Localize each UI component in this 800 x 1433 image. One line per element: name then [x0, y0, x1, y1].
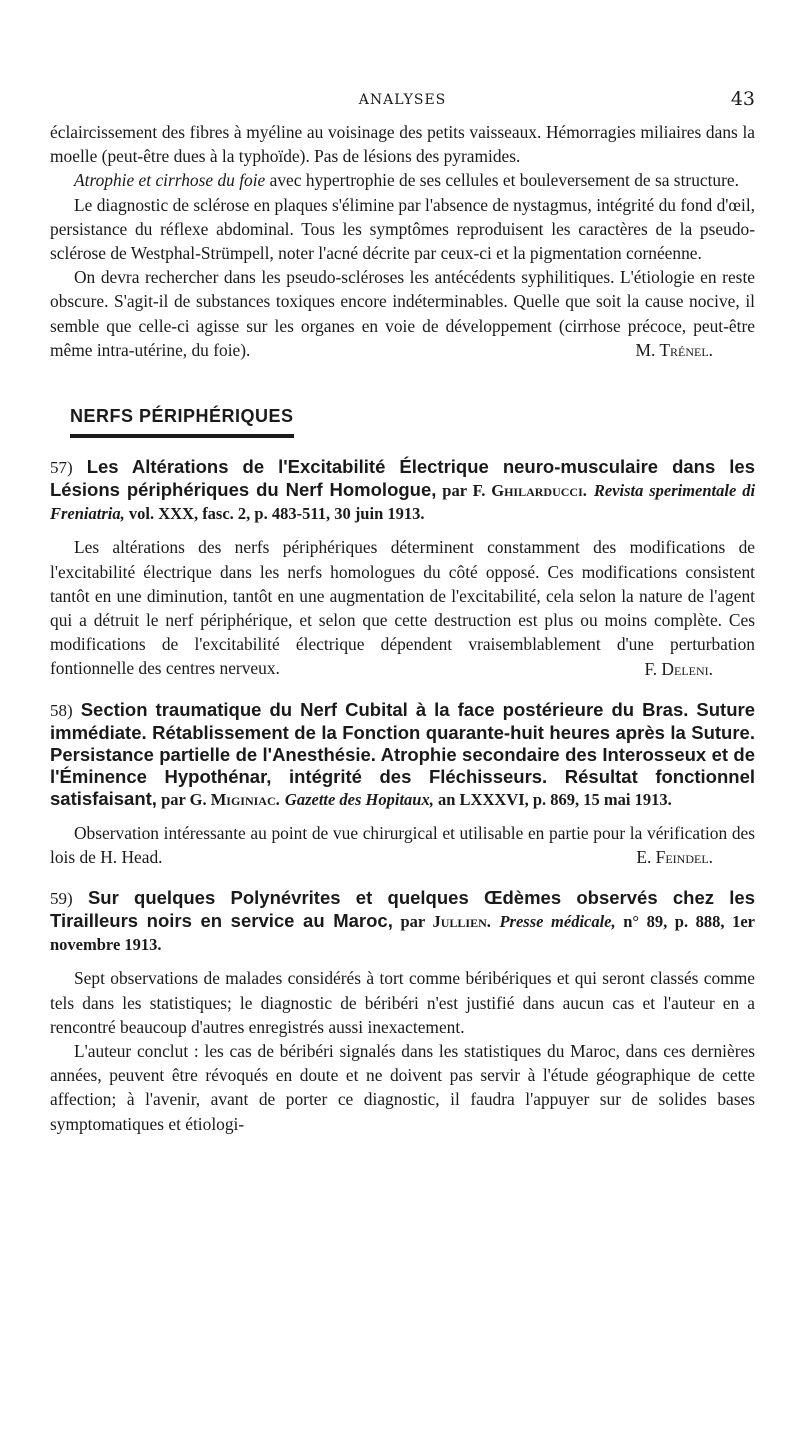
intro-paragraph-2-text: avec hypertrophie de ses cellules et bouleversement de sa structure. [265, 170, 739, 191]
intro-paragraph-4: On devra rechercher dans les pseudo-scléroses les antécédents syphilitiques. L'étiologie en reste obscure. S'agit-il de substances toxiques encore indéterminables. Quelle que soit la cause nocive, il semble que celle-ci agisse sur les organes en voie de développement (cirrhose précoce, peut-être même intra-utérine, du foie). [50, 267, 755, 360]
article-journal: Revista sperimentale di Freniatria, [50, 481, 756, 524]
article-reference: an LXXXVI, p. 869, 15 mai 1913. [433, 789, 672, 809]
article-title-text: Section traumatique du Nerf Cubital à la face postérieure du Bras. Suture immédiate. Rétablissement de la Fonction quarante-huit heures après la Suture. Persistance partielle de l'Anesthésie. Atrophie secondaire des Interosseux et de l'Éminence Hypothénar, intégrité des Fléchisseurs. Résultat fonctionnel satisfaisant, [50, 698, 755, 809]
article-author: G. Miginiac. [189, 789, 280, 809]
article-by: par [156, 789, 190, 809]
intro-paragraph-3: Le diagnostic de sclérose en plaques s'élimine par l'absence de nystagmus, intégrité du fond d'œil, persistance du réflexe abdominal. Tous les symptômes reproduisent les caractères de la pseudo-sclérose de Westphal-Strümpell, noter l'acné décrite par ceux-ci et la pigmentation cornéenne. [50, 194, 755, 264]
article-number: 58) [50, 700, 73, 720]
section-heading: NERFS PÉRIPHÉRIQUES [70, 404, 294, 438]
article-by: par [392, 912, 433, 932]
article-number: 57) [50, 458, 73, 478]
article-57 [50, 456, 755, 680]
article-body-continued: L'auteur conclut : les cas de béribéri signalés dans les statistiques du Maroc, dans ces dernières années, peuvent être révoqués en doute et ne doivent pas servir à l'étude géographique de cette affection; à l'avenir, avant de porter ce diagnostic, il faudra l'appuyer sur de solides bases symptomatiques et étiologi- [50, 1041, 755, 1134]
article-reference: vol. XXX, fasc. 2, p. 483-511, 30 juin 1913. [124, 504, 425, 524]
article-59 [50, 887, 755, 1135]
article-title [50, 887, 755, 956]
running-head: ANALYSES [358, 92, 447, 108]
article-journal: Gazette des Hopitaux, [284, 789, 434, 809]
article-by: par [436, 481, 473, 501]
article-journal: Presse médicale, [499, 912, 616, 932]
article-reference: n° 89, p. 888, 1er novembre 1913. [50, 912, 755, 955]
article-58 [50, 699, 755, 870]
page-number: 43 [730, 88, 755, 110]
article-body: Sept observations de malades considérés à tort comme béribériques et qui seront classés comme tels dans les statistiques; le diagnostic de béribéri n'est justifié dans aucun cas et l'auteur en a rencontré beaucoup d'autres enregistrés aussi inexactement. [50, 968, 755, 1037]
article-title-text: Les Altérations de l'Excitabilité Électrique neuro-musculaire dans les Lésions périphériques du Nerf Homologue, [50, 456, 755, 501]
intro-italic-phrase: Atrophie et cirrhose du foie [74, 170, 266, 191]
article-body: Les altérations des nerfs périphériques déterminent constamment des modifications de l'excitabilité électrique dans les nerfs homologues du côté opposé. Ces modifications consistent tantôt en une diminution, tantôt en une augmentation de l'excitabilité, cela selon la nature de l'agent qui a détruit le nerf périphérique, et selon que cette destruction est plus ou moins complète. Ces modifications de l'excitabilité électrique dépendent vraisemblablement d'une perturbation fontionnelle des centres nerveux. [50, 537, 755, 679]
intro-paragraph-1: éclaircissement des fibres à myéline au voisinage des petits vaisseaux. Hémorragies miliaires dans la moelle (peut-être dues à la typhoïde). Pas de lésions des pyramides. [50, 122, 755, 167]
article-title [50, 456, 755, 525]
article-signature: F. Deleni. [644, 658, 713, 679]
page-content [50, 120, 755, 1136]
article-signature: E. Feindel. [636, 847, 713, 868]
article-title [50, 699, 755, 811]
article-author: Jullien. [432, 912, 491, 932]
intro-paragraph-2 [50, 168, 755, 192]
page-header [50, 88, 755, 114]
article-number: 59) [50, 889, 73, 909]
intro-signature: M. Trénel. [635, 340, 713, 361]
article-author: F. Ghilarducci. [472, 481, 587, 501]
article-body: Observation intéressante au point de vue chirurgical et utilisable en partie pour la vérification des lois de H. Head. [50, 822, 755, 868]
article-title-text: Sur quelques Polynévrites et quelques Œdèmes observés chez les Tirailleurs noirs en service au Maroc, [50, 887, 755, 932]
